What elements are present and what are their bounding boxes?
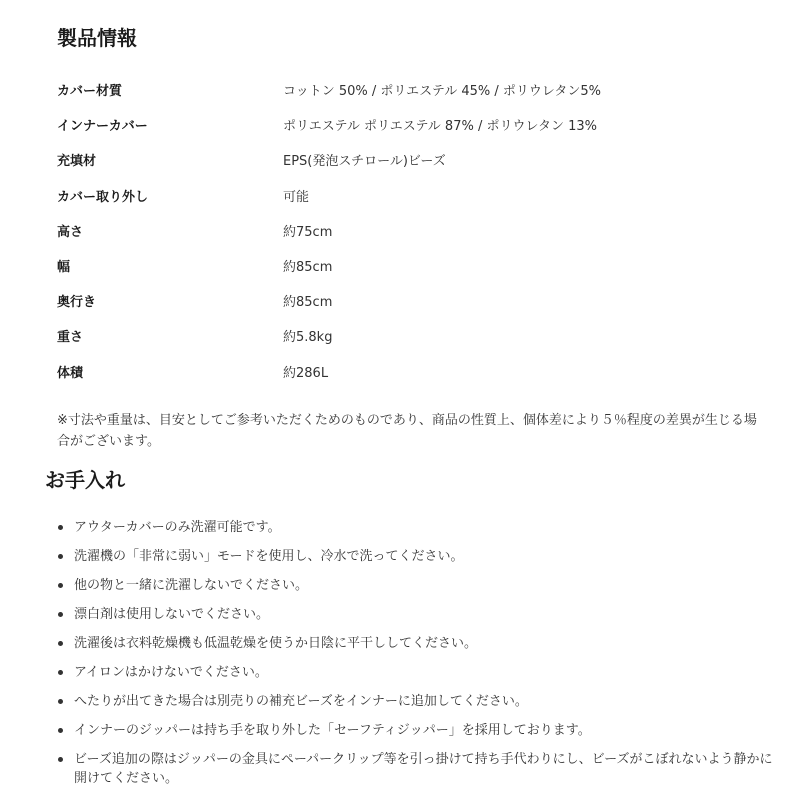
spec-row (57, 215, 757, 250)
bullet-dot-icon (58, 699, 63, 704)
list-item (57, 634, 777, 653)
spec-value: 約85cm (283, 295, 333, 311)
list-item (57, 750, 777, 788)
care-heading: お手入れ (45, 468, 125, 492)
spec-label: 幅 (57, 259, 71, 275)
list-item (57, 518, 777, 537)
care-item-text: アイロンはかけないでください。 (74, 665, 268, 680)
bullet-dot-icon (58, 641, 63, 646)
bullet-dot-icon (58, 670, 63, 675)
list-item (57, 576, 777, 595)
measurement-note: ※寸法や重量は、目安としてご参考いただくためのものであり、商品の性質上、個体差により５％程度の差異が生じる場合がございます。 (57, 413, 757, 449)
spec-row (57, 320, 757, 355)
bullet-dot-icon (58, 612, 63, 617)
spec-value: 約5.8kg (283, 330, 333, 346)
spec-label: 奥行き (57, 295, 97, 311)
spec-label: カバー材質 (57, 84, 123, 99)
spec-label: 高さ (57, 224, 84, 240)
list-item (57, 663, 777, 682)
list-item (57, 721, 777, 740)
spec-value: 約286L (283, 365, 329, 381)
care-item-text: へたりが出てきた場合は別売りの補充ビーズをインナーに追加してください。 (74, 694, 528, 709)
care-list (57, 518, 777, 798)
care-item-text: アウターカバーのみ洗濯可能です。 (74, 520, 281, 535)
spec-row (57, 285, 757, 320)
care-item-text: ビーズ追加の際はジッパーの金具にペーパークリップ等を引っ掛けて持ち手代わりにし、ビーズがこぼれないよう静かに開けてください。 (74, 752, 773, 786)
spec-value: 約85cm (283, 259, 333, 275)
spec-row (57, 144, 757, 179)
list-item (57, 547, 777, 566)
spec-value: 約75cm (283, 224, 333, 240)
care-item-text: 他の物と一緒に洗濯しないでください。 (74, 578, 309, 593)
care-item-text: 漂白剤は使用しないでください。 (74, 607, 270, 622)
bullet-dot-icon (58, 757, 63, 762)
list-item (57, 692, 777, 711)
spec-row (57, 74, 757, 109)
spec-label: 体積 (57, 365, 84, 381)
care-item-text: 洗濯後は衣料乾燥機も低温乾燥を使うか日陰に平干ししてください。 (74, 636, 478, 651)
spec-row (57, 356, 757, 391)
spec-label: 重さ (57, 330, 84, 346)
bullet-dot-icon (58, 728, 63, 733)
care-item-text: インナーのジッパーは持ち手を取り外した「セーフティジッパー」を採用しております。 (74, 723, 591, 738)
spec-label: カバー取り外し (57, 189, 149, 205)
spec-value: EPS(発泡スチロール)ビーズ (283, 154, 446, 170)
spec-table (57, 74, 757, 391)
bullet-dot-icon (58, 554, 63, 559)
bullet-dot-icon (58, 583, 63, 588)
spec-value: ポリエステル ポリエステル 87% / ポリウレタン 13% (283, 119, 597, 135)
spec-label: インナーカバー (57, 119, 148, 135)
spec-value: 可能 (283, 189, 310, 205)
product-info-heading: 製品情報 (57, 26, 137, 50)
care-item-text: 洗濯機の「非常に弱い」モードを使用し、冷水で洗ってください。 (74, 549, 464, 564)
spec-label: 充填材 (57, 154, 97, 170)
spec-value: コットン 50% / ポリエステル 45% / ポリウレタン5% (283, 84, 602, 99)
spec-row (57, 250, 757, 285)
list-item (57, 605, 777, 624)
bullet-dot-icon (58, 525, 63, 530)
spec-row (57, 180, 757, 215)
spec-row (57, 109, 757, 144)
